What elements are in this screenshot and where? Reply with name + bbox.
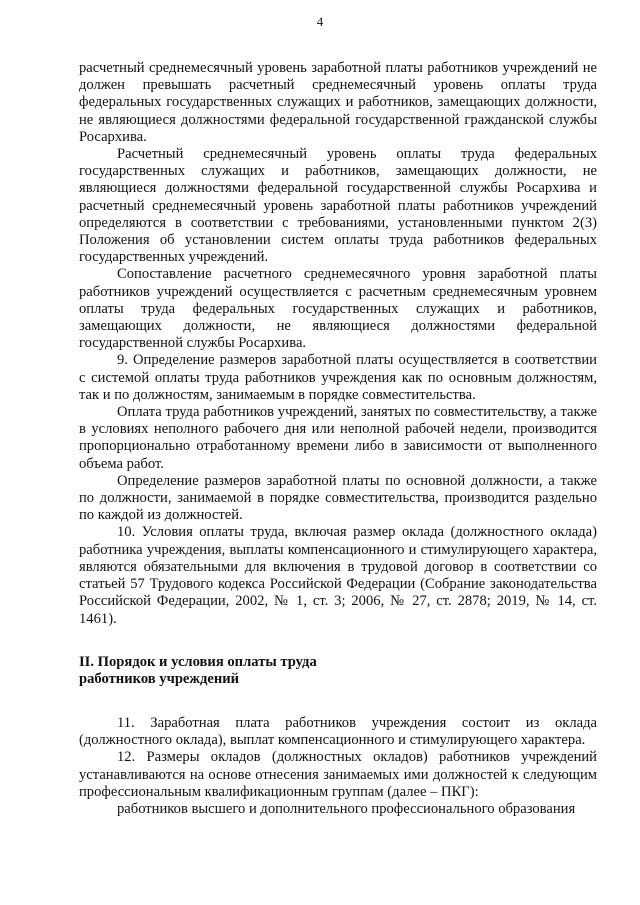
paragraph: работников высшего и дополнительного профессионального образования — [117, 800, 576, 817]
section-heading-line2: работников учреждений — [79, 671, 240, 688]
section-heading-line1: II. Порядок и условия оплаты труда — [79, 653, 317, 670]
page-number: 4 — [316, 14, 324, 29]
paragraph: Сопоставление расчетного среднемесячного уровня заработной платы работников учреждений осуществляется с расчетным среднемесячным уровнем оплаты труда федеральных государственных служащих и работников, замещающих должности, не являющиеся должностями федеральной государственной службы Росархива. — [79, 266, 597, 352]
paragraph-item-9: 9. Определение размеров заработной платы осуществляется в соответствии с системой оплаты труда работников учреждения как по основным должностям, так и по должностям, занимаемым в порядке совместительства. — [79, 352, 597, 403]
paragraph-item-10: 10. Условия оплаты труда, включая размер оклада (должностного оклада) работника учреждения, выплаты компенсационного и стимулирующего характера, являются обязательными для включения в трудовой договор в соответствии со статьей 57 Трудового кодекса Российской Федерации (Собрание законодательства Российской Федерации, 2002, № 1, ст. 3; 2006, № 27, ст. 2878; 2019, № 14, ст. 1461). — [79, 524, 597, 627]
paragraph: расчетный среднемесячный уровень заработной платы работников учреждений не должен превышать расчетный среднемесячный уровень оплаты труда федеральных государственных служащих и работников, замещающих должности, не являющиеся должностями федеральной государственной гражданской службы Росархива. — [79, 60, 597, 145]
paragraph-item-11: 11. Заработная плата работников учреждения состоит из оклада (должностного оклада), выплат компенсационного и стимулирующего характера. — [79, 714, 597, 749]
paragraph: Расчетный среднемесячный уровень оплаты труда федеральных государственных служащих и работников, замещающих должности, не являющиеся должностями федеральной государственной службы Росархива и расчетный среднемесячный уровень заработной платы работников учреждений определяются в соответствии с требованиями, установленными пунктом 2(3) Положения об установлении систем оплаты труда работников федеральных государственных учреждений. — [79, 146, 597, 266]
paragraph-item-12: 12. Размеры окладов (должностных окладов) работников учреждений устанавливаются на основе отнесения занимаемых ими должностей к следующим профессиональным квалификационным группам (далее – ПКГ): — [79, 749, 597, 800]
document-body — [79, 60, 597, 818]
paragraph: Оплата труда работников учреждений, занятых по совместительству, а также в условиях неполного рабочего дня или неполной рабочей недели, производится пропорционально отработанному времени либо в зависимости от выполненного объема работ. — [79, 404, 597, 472]
paragraph: Определение размеров заработной платы по основной должности, а также по должности, занимаемой в порядке совместительства, производится раздельно по каждой из должностей. — [79, 472, 597, 524]
section-heading — [79, 654, 597, 689]
